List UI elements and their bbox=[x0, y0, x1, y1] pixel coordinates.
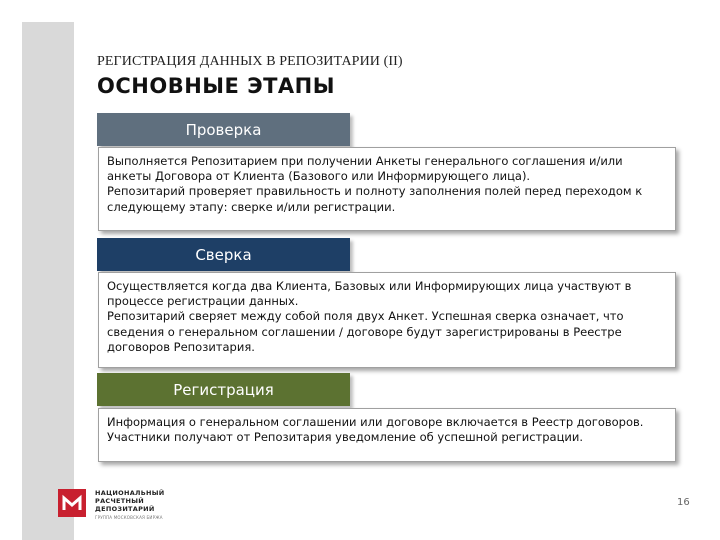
logo-line: НАЦИОНАЛЬНЫЙ bbox=[95, 489, 165, 497]
stage-text-line: договоров Репозитария. bbox=[107, 339, 255, 354]
stage-header-label: Регистрация bbox=[173, 380, 274, 399]
logo-tagline: ГРУППА МОСКОВСКАЯ БИРЖА bbox=[95, 515, 163, 520]
stage-header-verification bbox=[97, 113, 350, 146]
stage-text-line: следующему этапу: сверке и/или регистрации. bbox=[107, 199, 396, 214]
stage-text-line: Выполняется Репозитарием при получении Анкеты генерального соглашения и/или bbox=[107, 154, 623, 168]
stage-body-registration bbox=[98, 408, 676, 462]
stage-text-line: анкеты Договора от Клиента (Базового или Информирующего лица). bbox=[107, 169, 531, 184]
stage-header-reconciliation bbox=[97, 238, 350, 271]
stage-text-line: Репозитарий проверяет правильность и полноту заполнения полей перед переходом к bbox=[107, 184, 643, 199]
stage-text-line: Участники получают от Репозитария уведомление об успешной регистрации. bbox=[107, 430, 584, 445]
logo-line: ДЕПОЗИТАРИЙ bbox=[95, 505, 155, 513]
stage-header-label: Сверка bbox=[195, 245, 252, 264]
stage-header-label: Проверка bbox=[185, 120, 262, 139]
stage-body-reconciliation bbox=[98, 272, 676, 368]
stage-header-registration bbox=[97, 373, 350, 406]
side-decor-bar bbox=[22, 22, 74, 540]
stage-text-line: процессе регистрации данных. bbox=[107, 294, 299, 309]
stage-text-line: сведения о генеральном соглашении / договоре будут зарегистрированы в Реестре bbox=[107, 324, 622, 339]
slide-title: ОСНОВНЫЕ ЭТАПЫ bbox=[97, 74, 336, 98]
stage-text-line: Репозитарий сверяет между собой поля двух Анкет. Успешная сверка означает, что bbox=[107, 309, 624, 324]
logo-wordmark bbox=[95, 489, 165, 513]
logo-mark-icon bbox=[58, 489, 86, 517]
nrd-logo-icon bbox=[58, 489, 86, 517]
logo-line: РАСЧЕТНЫЙ bbox=[95, 497, 145, 505]
stage-text-line: Информация о генеральном соглашении или договоре включается в Реестр договоров. bbox=[107, 415, 644, 429]
stage-text-line: Осуществляется когда два Клиента, Базовых или Информирующих лица участвуют в bbox=[107, 279, 632, 293]
stage-body-verification bbox=[98, 147, 676, 231]
page-number: 16 bbox=[677, 497, 690, 508]
slide-supertitle: РЕГИСТРАЦИЯ ДАННЫХ В РЕПОЗИТАРИИ (II) bbox=[97, 54, 403, 69]
